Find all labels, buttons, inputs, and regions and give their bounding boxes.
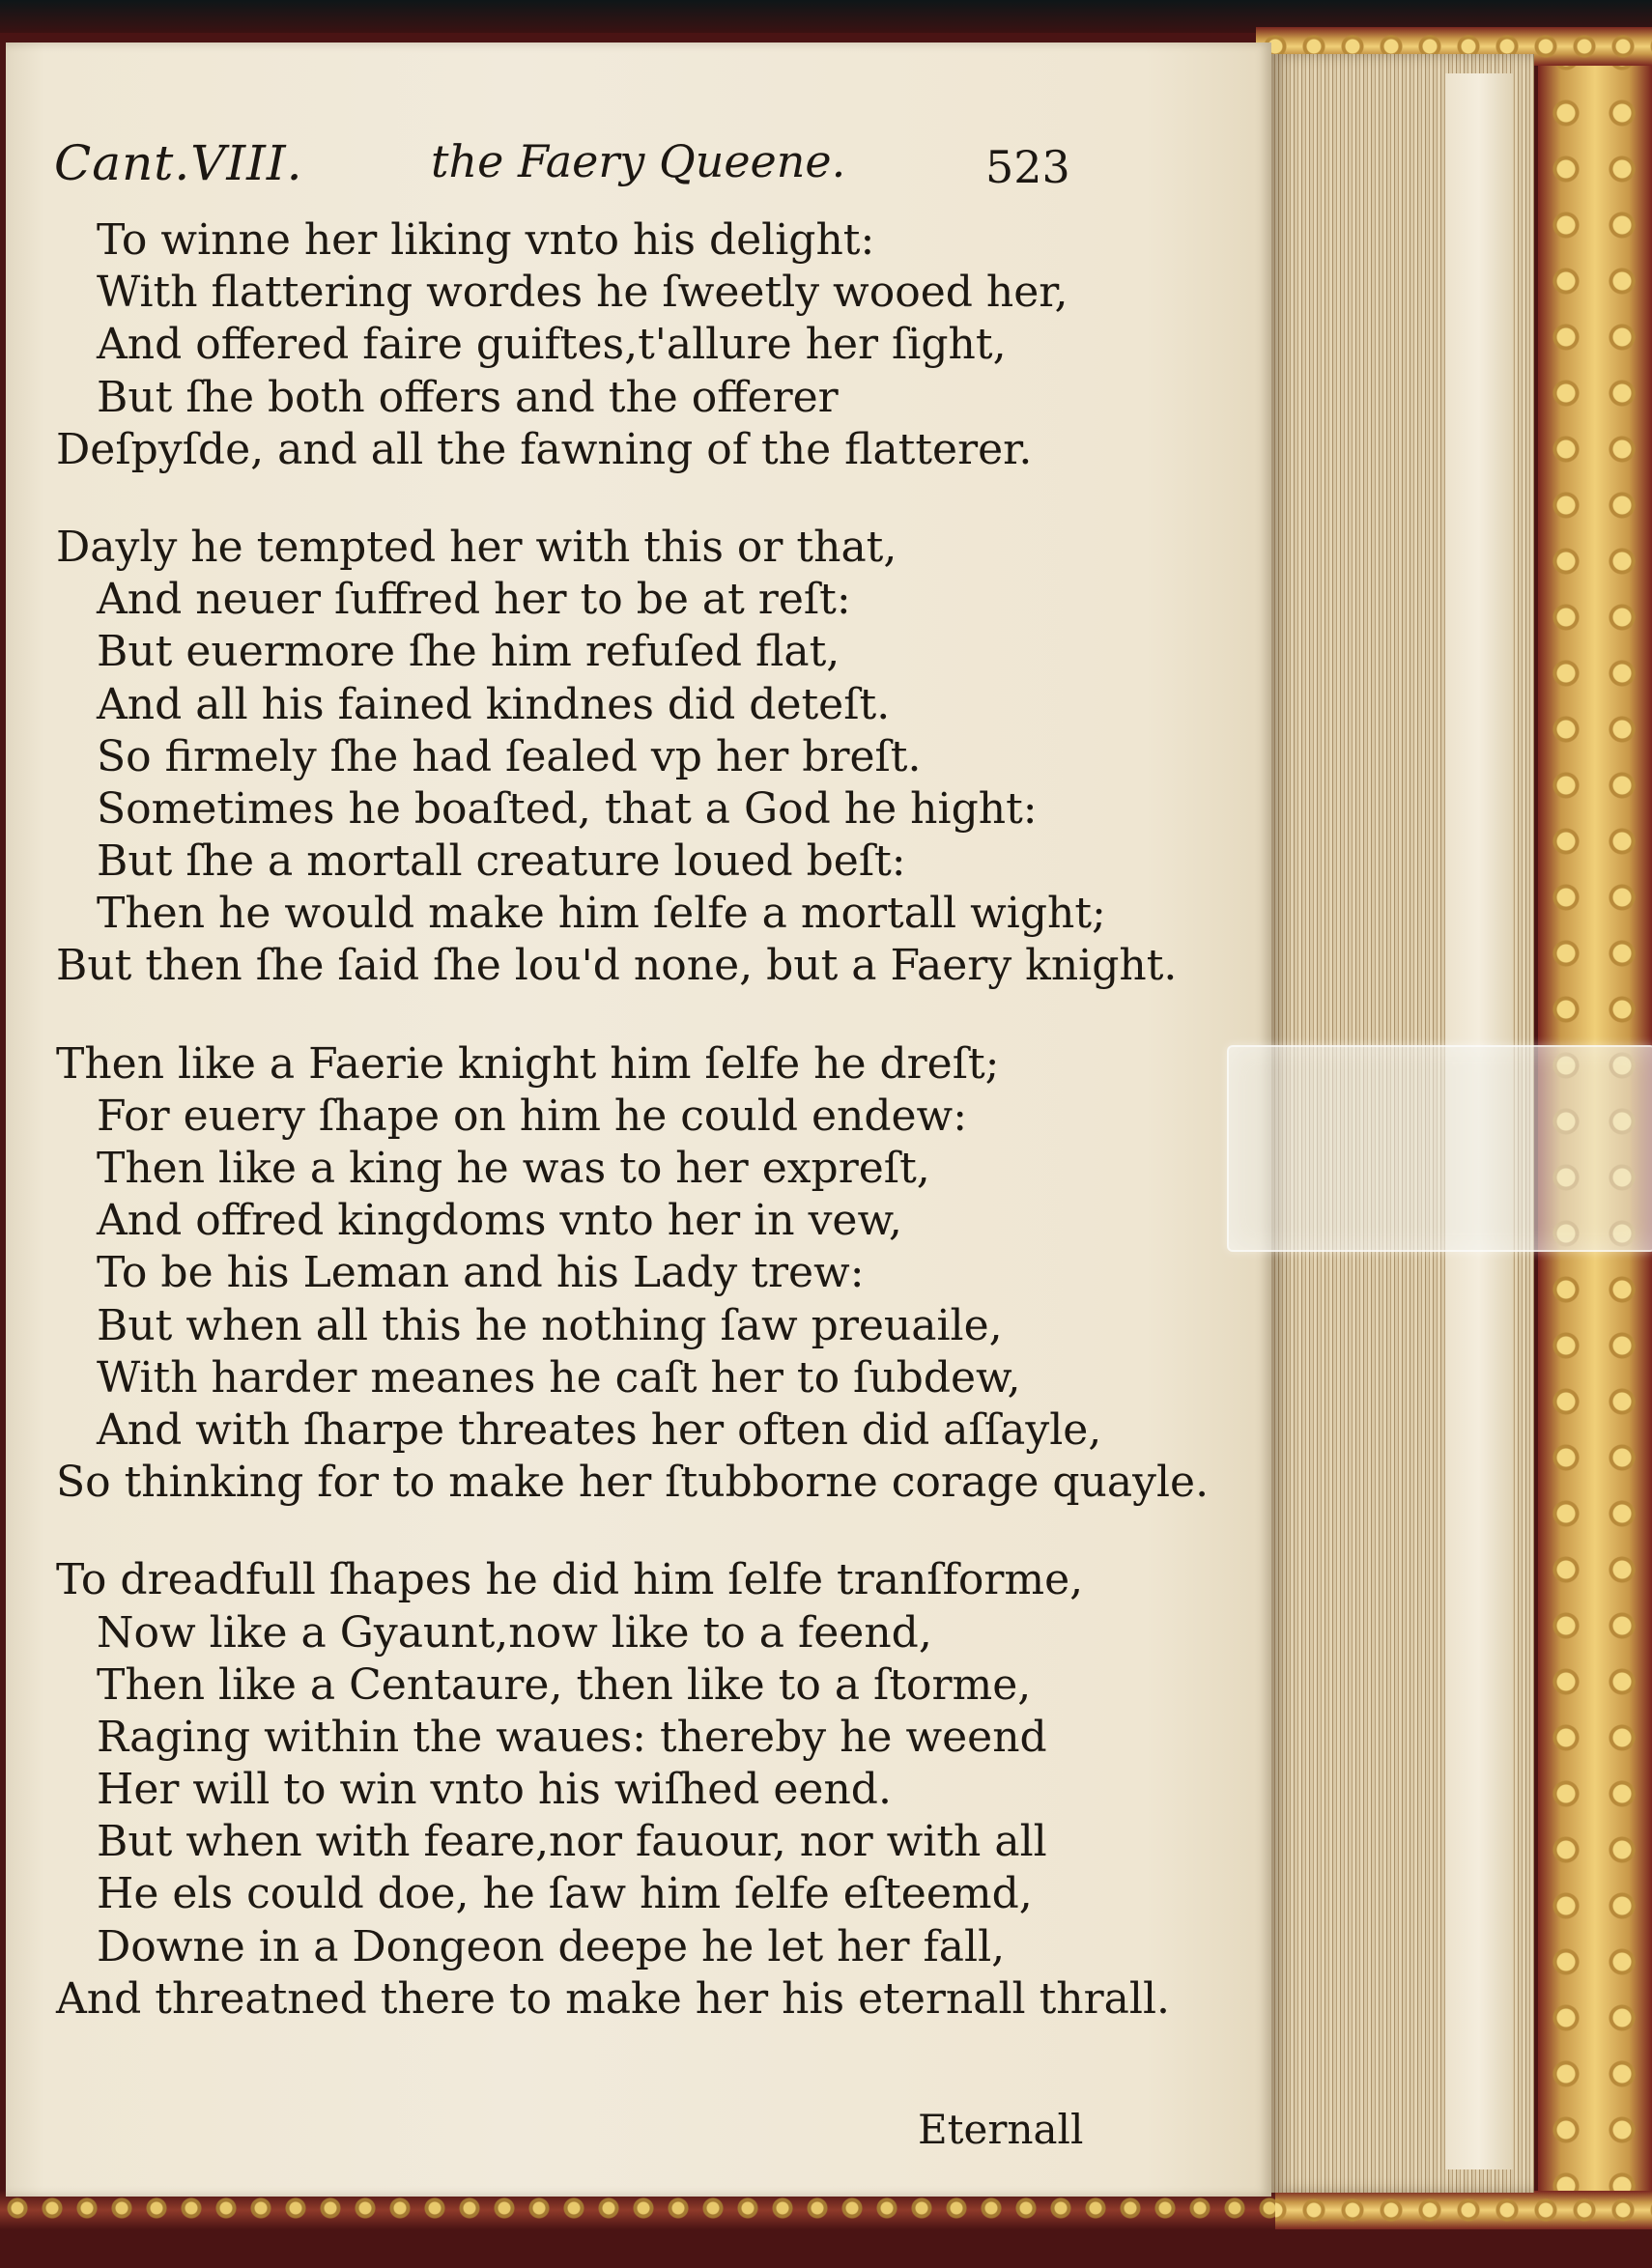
verse-line: So firmely ſhe had ſealed vp her breſt. <box>97 731 922 781</box>
verse-line: But then ſhe ſaid ſhe lou'd none, but a Faery knight. <box>56 941 1178 991</box>
page-clip <box>1227 1045 1652 1252</box>
verse-line: But euermore ſhe him refuſed flat, <box>97 627 840 677</box>
verse-line: With harder meanes he caſt her to ſubdew, <box>97 1352 1021 1403</box>
verse-line: And neuer ſuffred her to be at reſt: <box>97 575 851 625</box>
stanza-gap <box>39 476 1217 522</box>
verse-line: So thinking for to make her ſtubborne corage quayle. <box>56 1458 1210 1508</box>
verse-line: He els could doe, he ſaw him ſelfe eſteemd, <box>97 1869 1033 1919</box>
page-number: 523 <box>985 141 1070 193</box>
verse-line: And offered faire guiftes,t'allure her ſight, <box>97 320 1007 370</box>
verse-line: Dayly he tempted her with this or that, <box>56 522 897 572</box>
verse-line: And offred kingdoms vnto her in vew, <box>97 1196 902 1246</box>
running-title: the Faery Queene. <box>431 135 846 187</box>
gilt-border-bottom-left <box>0 2191 1275 2229</box>
canto-label: Cant.VIII. <box>54 135 303 191</box>
verse-line: But ſhe both offers and the offerer <box>97 372 839 422</box>
gilt-border-bottom <box>1256 2191 1652 2229</box>
verse-line: To dreadfull ſhapes he did him ſelfe tranſforme, <box>56 1555 1084 1605</box>
verse-text <box>39 214 1217 2026</box>
verse-line: With flattering wordes he ſweetly wooed her, <box>97 268 1068 318</box>
verse-line: Then like a Centaure, then like to a ſtorme, <box>97 1659 1032 1710</box>
verse-line: To be his Leman and his Lady trew: <box>97 1248 865 1298</box>
verse-line: Then like a king he was to her expreſt, <box>97 1144 930 1193</box>
verse-line: But when with feare,nor fauour, nor with all <box>97 1817 1047 1867</box>
verse-line: But ſhe a mortall creature loued beſt: <box>97 836 906 887</box>
verse-line: For euery ſhape on him he could endew: <box>97 1091 968 1141</box>
verse-line: Her will to win vnto his wiſhed eend. <box>97 1765 892 1815</box>
verse-line: And with ſharpe threates her often did aſſayle, <box>97 1404 1102 1455</box>
verse-line: Raging within the waues: thereby he weend <box>97 1712 1047 1762</box>
verse-line: Downe in a Dongeon deepe he let her fall, <box>97 1921 1006 1971</box>
page-header <box>54 135 1078 203</box>
stanza-gap <box>39 993 1217 1038</box>
verse-line: Now like a Gyaunt,now like to a feend, <box>97 1607 932 1658</box>
verse-line: Deſpyſde, and all the fawning of the flatterer. <box>56 424 1033 474</box>
verse-line: And threatned there to make her his eternall thrall. <box>56 1973 1171 2024</box>
stanza <box>39 522 1217 993</box>
stanza <box>39 1038 1217 1510</box>
verse-line: But when all this he nothing ſaw preuaile, <box>97 1300 1003 1350</box>
stanza <box>39 214 1217 476</box>
verse-line: To winne her liking vnto his delight: <box>97 215 875 265</box>
verse-line: Sometimes he boaſted, that a God he hight: <box>97 783 1038 834</box>
verse-line: And all his fained kindnes did deteſt. <box>97 679 891 729</box>
verse-line: Then he would make him ſelfe a mortall wight; <box>97 889 1106 939</box>
catchword: Eternall <box>918 2106 1084 2153</box>
stanza-gap <box>39 1509 1217 1554</box>
stanza <box>39 1554 1217 2026</box>
verse-line: Then like a Faerie knight him ſelfe he dreſt; <box>56 1038 1000 1089</box>
